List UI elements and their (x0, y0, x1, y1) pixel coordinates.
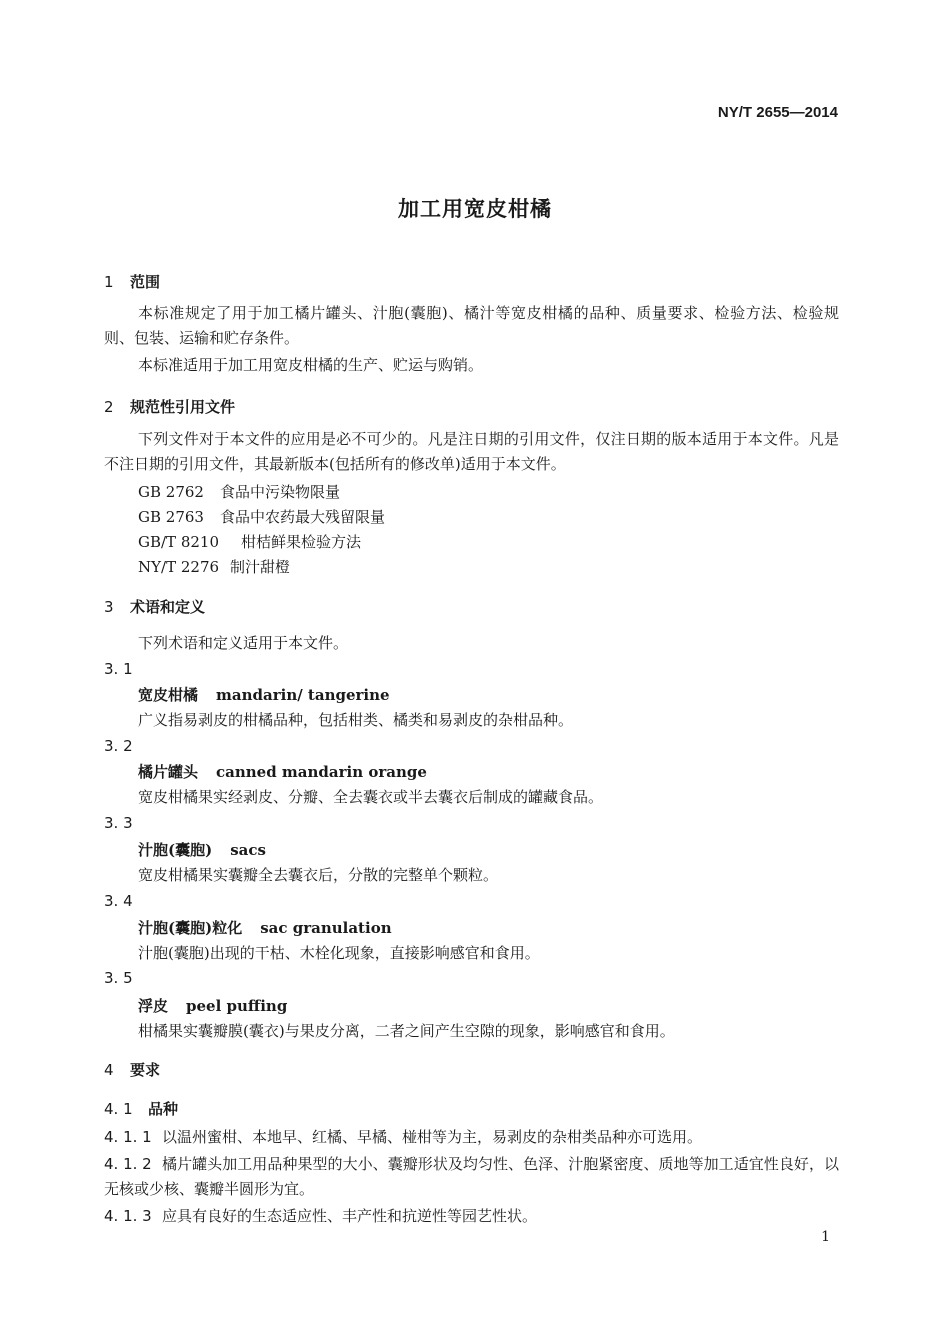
reference-code: GB 2762 (138, 483, 204, 501)
clause-text: 应具有良好的生态适应性、丰产性和抗逆性等园艺性状。 (162, 1207, 538, 1225)
term-number: 3. 3 (104, 814, 133, 832)
section-title: 术语和定义 (130, 598, 206, 616)
section-3-heading (104, 596, 205, 617)
term-heading (138, 684, 390, 705)
term-chinese: 汁胞(囊胞)粒化 (138, 919, 243, 937)
term-heading (138, 761, 427, 782)
term-heading (138, 839, 266, 860)
term-number: 3. 2 (104, 737, 133, 755)
section-number: 3 (104, 598, 114, 616)
term-number: 3. 1 (104, 660, 133, 678)
section-number: 1 (104, 273, 114, 291)
term-english: peel puffing (186, 997, 288, 1015)
section-1-paragraph-2: 本标准适用于加工用宽皮柑橘的生产、贮运与购销。 (138, 356, 484, 374)
term-english: canned mandarin orange (216, 763, 427, 781)
term-english: sacs (230, 841, 266, 859)
reference-name: 食品中农药最大残留限量 (220, 508, 386, 526)
reference-item (138, 531, 361, 552)
section-title: 要求 (130, 1061, 161, 1079)
clause-4-1-2 (104, 1152, 839, 1202)
reference-name: 食品中污染物限量 (220, 483, 341, 501)
section-2-heading (104, 396, 235, 417)
clause-number: 4. 1. 1 (104, 1128, 152, 1146)
term-english: mandarin/ tangerine (216, 686, 390, 704)
document-title: 加工用宽皮柑橘 (398, 197, 552, 221)
subsection-number: 4. 1 (104, 1100, 133, 1118)
reference-code: GB/T 8210 (138, 533, 220, 551)
clause-text: 以温州蜜柑、本地早、红橘、早橘、椪柑等为主，易剥皮的杂柑类品种亦可选用。 (162, 1128, 703, 1146)
section-number: 2 (104, 398, 114, 416)
reference-name: 柑桔鲜果检验方法 (241, 533, 362, 551)
term-chinese: 橘片罐头 (138, 763, 199, 781)
term-number: 3. 4 (104, 892, 133, 910)
term-definition: 宽皮柑橘果实经剥皮、分瓣、全去囊衣或半去囊衣后制成的罐藏食品。 (138, 788, 604, 806)
section-4-heading (104, 1059, 160, 1080)
section-3-paragraph-1: 下列术语和定义适用于本文件。 (138, 634, 349, 652)
clause-number: 4. 1. 3 (104, 1207, 152, 1225)
term-heading (138, 995, 287, 1016)
reference-item (138, 481, 340, 502)
clause-text: 橘片罐头加工用品种果型的大小、囊瓣形状及均匀性、色泽、汁胞紧密度、质地等加工适宜性良好，以无核或少核、囊瓣半圆形为宜。 (104, 1155, 839, 1198)
subsection-4-1-heading (104, 1098, 178, 1119)
term-definition: 广义指易剥皮的柑橘品种，包括柑类、橘类和易剥皮的杂柑品种。 (138, 711, 574, 729)
term-chinese: 汁胞(囊胞) (138, 841, 213, 859)
reference-name: 制汁甜橙 (230, 558, 291, 576)
clause-4-1-1 (104, 1126, 702, 1147)
page-number: 1 (821, 1229, 830, 1245)
section-1-heading (104, 271, 160, 292)
term-number: 3. 5 (104, 969, 133, 987)
clause-4-1-3 (104, 1205, 537, 1226)
term-chinese: 浮皮 (138, 997, 169, 1015)
term-heading (138, 917, 392, 938)
section-title: 规范性引用文件 (130, 398, 236, 416)
reference-item (138, 556, 290, 577)
term-english: sac granulation (260, 919, 392, 937)
reference-code: NY/T 2276 (138, 558, 220, 576)
section-number: 4 (104, 1061, 114, 1079)
section-1-paragraph-1: 本标准规定了用于加工橘片罐头、汁胞(囊胞)、橘汁等宽皮柑橘的品种、质量要求、检验方法、检验规则、包装、运输和贮存条件。 (104, 304, 839, 347)
clause-number: 4. 1. 2 (104, 1155, 152, 1173)
term-definition: 宽皮柑橘果实囊瓣全去囊衣后，分散的完整单个颗粒。 (138, 866, 499, 884)
reference-code: GB 2763 (138, 508, 204, 526)
section-2-paragraph-1: 下列文件对于本文件的应用是必不可少的。凡是注日期的引用文件，仅注日期的版本适用于本文件。凡是不注日期的引用文件，其最新版本(包括所有的修改单)适用于本文件。 (104, 430, 839, 473)
subsection-title: 品种 (148, 1100, 179, 1118)
term-chinese: 宽皮柑橘 (138, 686, 199, 704)
section-title: 范围 (130, 273, 161, 291)
reference-item (138, 506, 385, 527)
term-definition: 汁胞(囊胞)出现的干枯、木栓化现象，直接影响感官和食用。 (138, 944, 540, 962)
standard-code: NY/T 2655—2014 (717, 104, 838, 121)
term-definition: 柑橘果实囊瓣膜(囊衣)与果皮分离，二者之间产生空隙的现象，影响感官和食用。 (138, 1022, 675, 1040)
